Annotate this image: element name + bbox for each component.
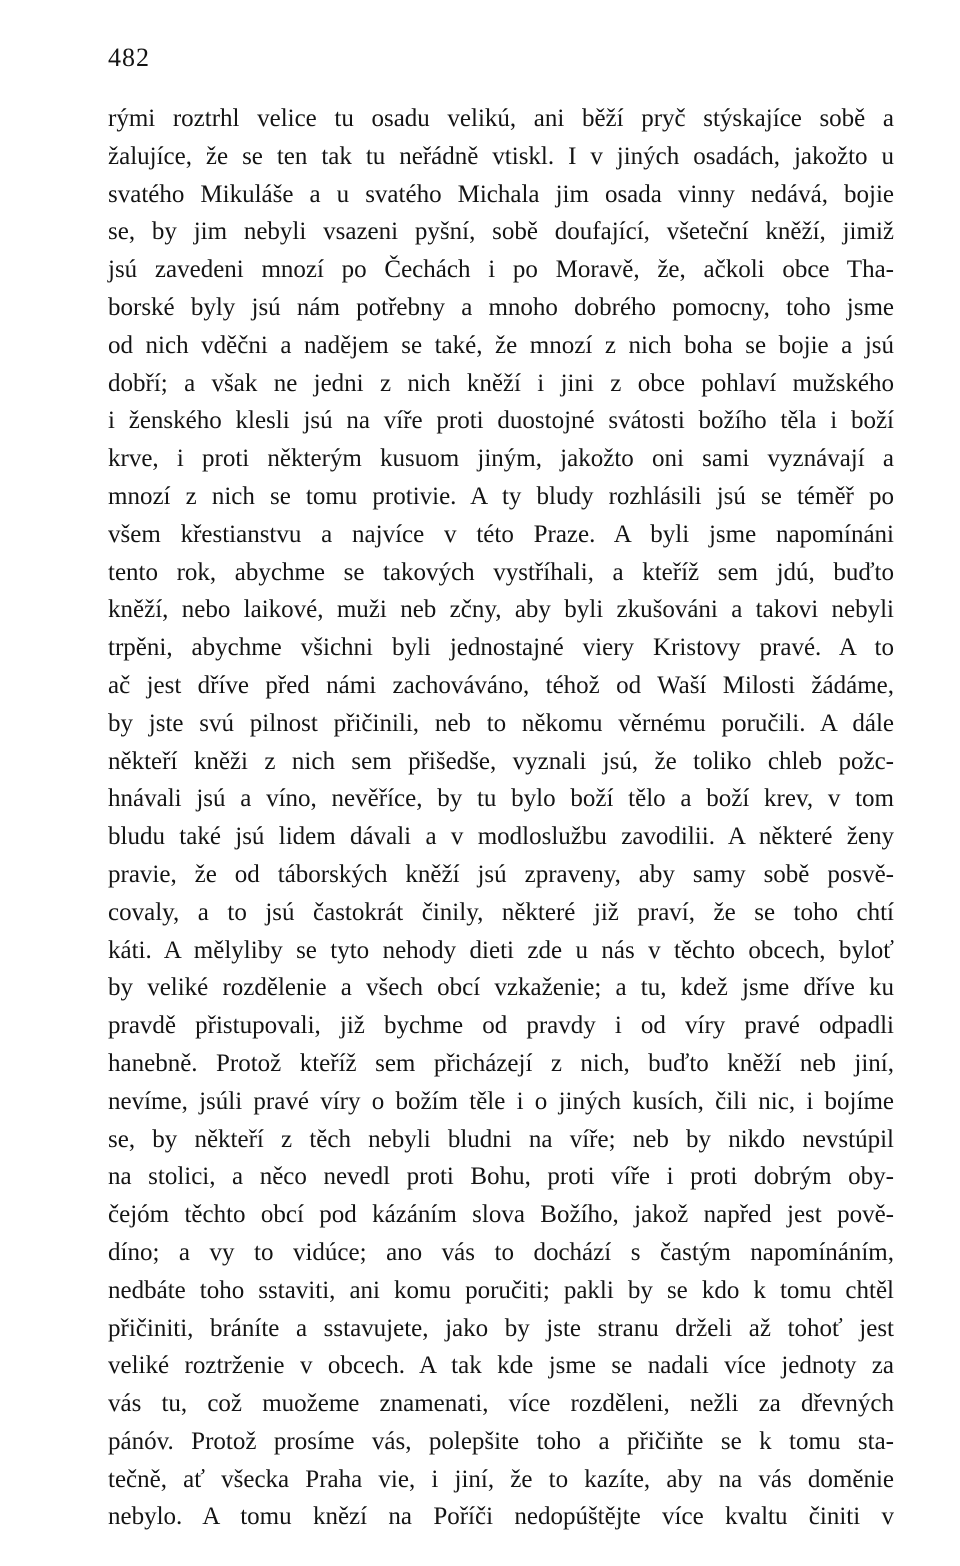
text-line: by veliké rozdělenie a všech obcí vzkaženie; a tu, kdež jsme dříve ku: [108, 974, 894, 1002]
page-number: 482: [108, 43, 150, 72]
text-line: od nich vděčni a nadějem se také, že mnozí z nich boha se bojie a jsú: [108, 331, 894, 359]
text-line: tento rok, abychme se takových vystříhali, a kteříž sem jdú, buďto: [108, 558, 894, 586]
text-line: vás tu, což muožeme znamenati, více rozděleni, nežli za dřevných: [108, 1390, 894, 1418]
text-line: pravdě přistupovali, již bychme od pravdy i od víry pravé odpadli: [108, 1012, 894, 1040]
text-line: se, by někteří z těch nebyli bludni na víře; neb by nikdo nevstúpil: [108, 1125, 894, 1153]
text-line: žalujíce, že se ten tak tu neřádně vtiskl. I v jiných osadách, jakožto u: [108, 142, 894, 170]
text-line: veliké roztrženie v obcech. A tak kde jsme se nadali více jednoty za: [108, 1352, 894, 1380]
text-line: se, by jim nebyli vsazeni pyšní, sobě doufající, všeteční kněží, jimiž: [108, 218, 894, 246]
text-line: i ženského klesli jsú na víře proti duostojné svátosti božího těla i boží: [108, 407, 894, 435]
text-line: káti. A mělyliby se tyto nehody dieti zde u nás v těchto obcech, bylоť: [108, 936, 894, 964]
text-line: tečně, ať všecka Praha vie, i jiní, že to kazíte, aby na vás doměnie: [108, 1465, 894, 1493]
text-line: bludu také jsú lidem dávali a v modloslužbu zavodilii. A některé ženy: [108, 823, 894, 851]
text-line: nevíme, jsúli pravé víry o božím těle i o jiných kusích, čili nic, i bojíme: [108, 1087, 894, 1115]
text-line: nebylo. A tomu knězí na Poříči nedopúštějte více kvaltu činiti v: [108, 1503, 894, 1531]
text-line: svatého Mikuláše a u svatého Michala jim osada vinny nedává, bojie: [108, 180, 894, 208]
text-line: hanebně. Protož kteříž sem přicházejí z nich, buďto kněží neb jiní,: [108, 1049, 894, 1077]
text-line: čejóm těchto obcí pod kázáním slova Božího, jakož napřed jest pově-: [108, 1201, 894, 1229]
text-line: přičiniti, bráníte a sstavujete, jako by jste stranu drželi až tohoť jest: [108, 1314, 894, 1342]
text-line: borské byly jsú nám potřebny a mnoho dobrého pomocny, toho jsme: [108, 293, 894, 321]
text-line: trpěni, abychme všichni byli jednostajné viery Kristovy pravé. A to: [108, 634, 894, 662]
body-text: [108, 100, 894, 1536]
text-line: covaly, a to jsú častokrát činily, některé již praví, že se toho chtí: [108, 898, 894, 926]
text-line: pravie, že od táborských kněží jsú zpraveny, aby samy sobě posvě-: [108, 860, 894, 888]
text-line: všem křestianstvu a najvíce v této Praze. A byli jsme napomínáni: [108, 520, 894, 548]
text-line: mnozí z nich se tomu protivie. A ty bludy rozhlásili jsú se téměř po: [108, 482, 894, 510]
text-line: kněží, nebo laikové, muži neb zčny, aby byli zkušováni a takovi nebyli: [108, 596, 894, 624]
text-line: hnávali jsú a víno, nevěříce, by tu bylo boží tělo a boží krev, v tom: [108, 785, 894, 813]
text-line: pánóv. Protož prosíme vás, polepšite toho a přičiňte se k tomu sta-: [108, 1427, 894, 1455]
text-line: dobří; a však ne jedni z nich kněží i jini z obce pohlaví mužského: [108, 369, 894, 397]
text-line: na stolici, a něco nevedl proti Bohu, proti víře i proti dobrým oby-: [108, 1163, 894, 1191]
text-line: díno; a vy to vidúce; ano vás to dochází s častým napomínáním,: [108, 1238, 894, 1266]
text-line: by jste svú pilnost přičinili, neb to někomu věrnému poručili. A dále: [108, 709, 894, 737]
text-line: jsú zavedeni mnozí po Čechách i po Moravě, že, ačkoli obce Tha-: [108, 256, 894, 284]
text-line: ač jest dříve před námi zachováváno, téhož od Waší Milosti žádáme,: [108, 671, 894, 699]
text-line: krve, i proti některým kusuom jiným, jakožto oni sami vyznávají a: [108, 445, 894, 473]
text-line: nedbáte toho sstaviti, ani komu poručiti; pakli by se kdo k tomu chtěl: [108, 1276, 894, 1304]
text-line: někteří kněži z nich sem přišedše, vyznali jsú, že toliko chleb požc-: [108, 747, 894, 775]
text-line: rými roztrhl velice tu osadu velikú, ani běží pryč stýskajíce sobě a: [108, 105, 894, 132]
